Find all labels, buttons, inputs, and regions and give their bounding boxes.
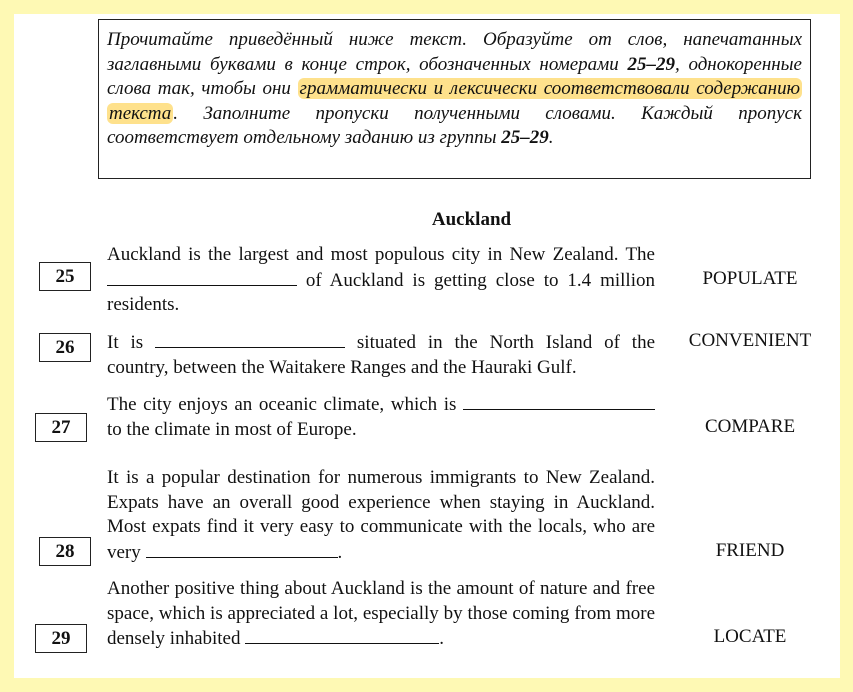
instructions-text: , однокоренные слова так, чтобы они: [107, 53, 802, 100]
task-text-after: .: [439, 628, 444, 650]
instructions-text: . Заполните пропуски полученными словами. Каждый пропуск соответствует отдельному заданию из группы: [107, 102, 802, 149]
task-text-after: situated in the North Island of the country, between the Waitakere Ranges and the Hauraki Gulf.: [107, 332, 656, 378]
task-number-27: 27: [35, 413, 87, 442]
instructions-box: [98, 19, 811, 179]
instructions-text: Прочитайте приведённый ниже текст. Образуйте от слов, напечатанных заглавными буквами в конце строк, обозначенных номерами: [107, 29, 802, 75]
answer-blank-25[interactable]: [107, 268, 297, 286]
task-text-before: It is: [107, 332, 156, 353]
task-text-29: [107, 577, 655, 652]
task-text-before: It is a popular destination for numerous immigrants to New Zealand. Expats have an overall good experience when staying in Auckland. Most expats find it very easy to communicate with the locals, who are very: [107, 467, 655, 563]
task-text-before: The city enjoys an oceanic climate, which is: [107, 394, 463, 415]
task-text-28: [107, 466, 655, 565]
base-word-26: CONVENIENT: [688, 330, 812, 351]
answer-blank-28[interactable]: [146, 540, 338, 558]
task-number-29: 29: [35, 624, 87, 653]
instructions-text: .: [548, 127, 554, 149]
answer-blank-29[interactable]: [245, 626, 439, 644]
base-word-27: COMPARE: [704, 416, 796, 437]
instructions-range: 25–29: [627, 53, 675, 75]
task-text-after: of Auckland is getting close to 1.4 million residents.: [107, 269, 655, 316]
task-text-before: Another positive thing about Auckland is the amount of nature and free space, which is appreciated a lot, especially by those coming from more densely inhabited: [107, 578, 655, 650]
base-word-25: POPULATE: [702, 268, 798, 289]
task-number-26: 26: [39, 333, 91, 362]
task-text-before: Auckland is the largest and most populous city in New Zealand. The: [107, 244, 655, 265]
highlighted-phrase: грамматически и лексически соответствовали содержанию текста: [109, 78, 800, 124]
task-text-27: [107, 392, 655, 442]
text-title: Auckland: [431, 209, 512, 230]
base-word-28: FRIEND: [715, 540, 785, 561]
task-number-25: 25: [39, 262, 91, 291]
answer-blank-27[interactable]: [463, 392, 655, 410]
base-word-29: LOCATE: [713, 626, 787, 647]
instructions-range: 25–29: [501, 127, 549, 149]
task-text-after: .: [337, 541, 343, 563]
task-text-26: [107, 330, 655, 380]
task-text-after: to the climate in most of Europe.: [107, 418, 357, 440]
task-text-25: [107, 243, 655, 318]
answer-blank-26[interactable]: [155, 330, 345, 348]
task-number-28: 28: [39, 537, 91, 566]
